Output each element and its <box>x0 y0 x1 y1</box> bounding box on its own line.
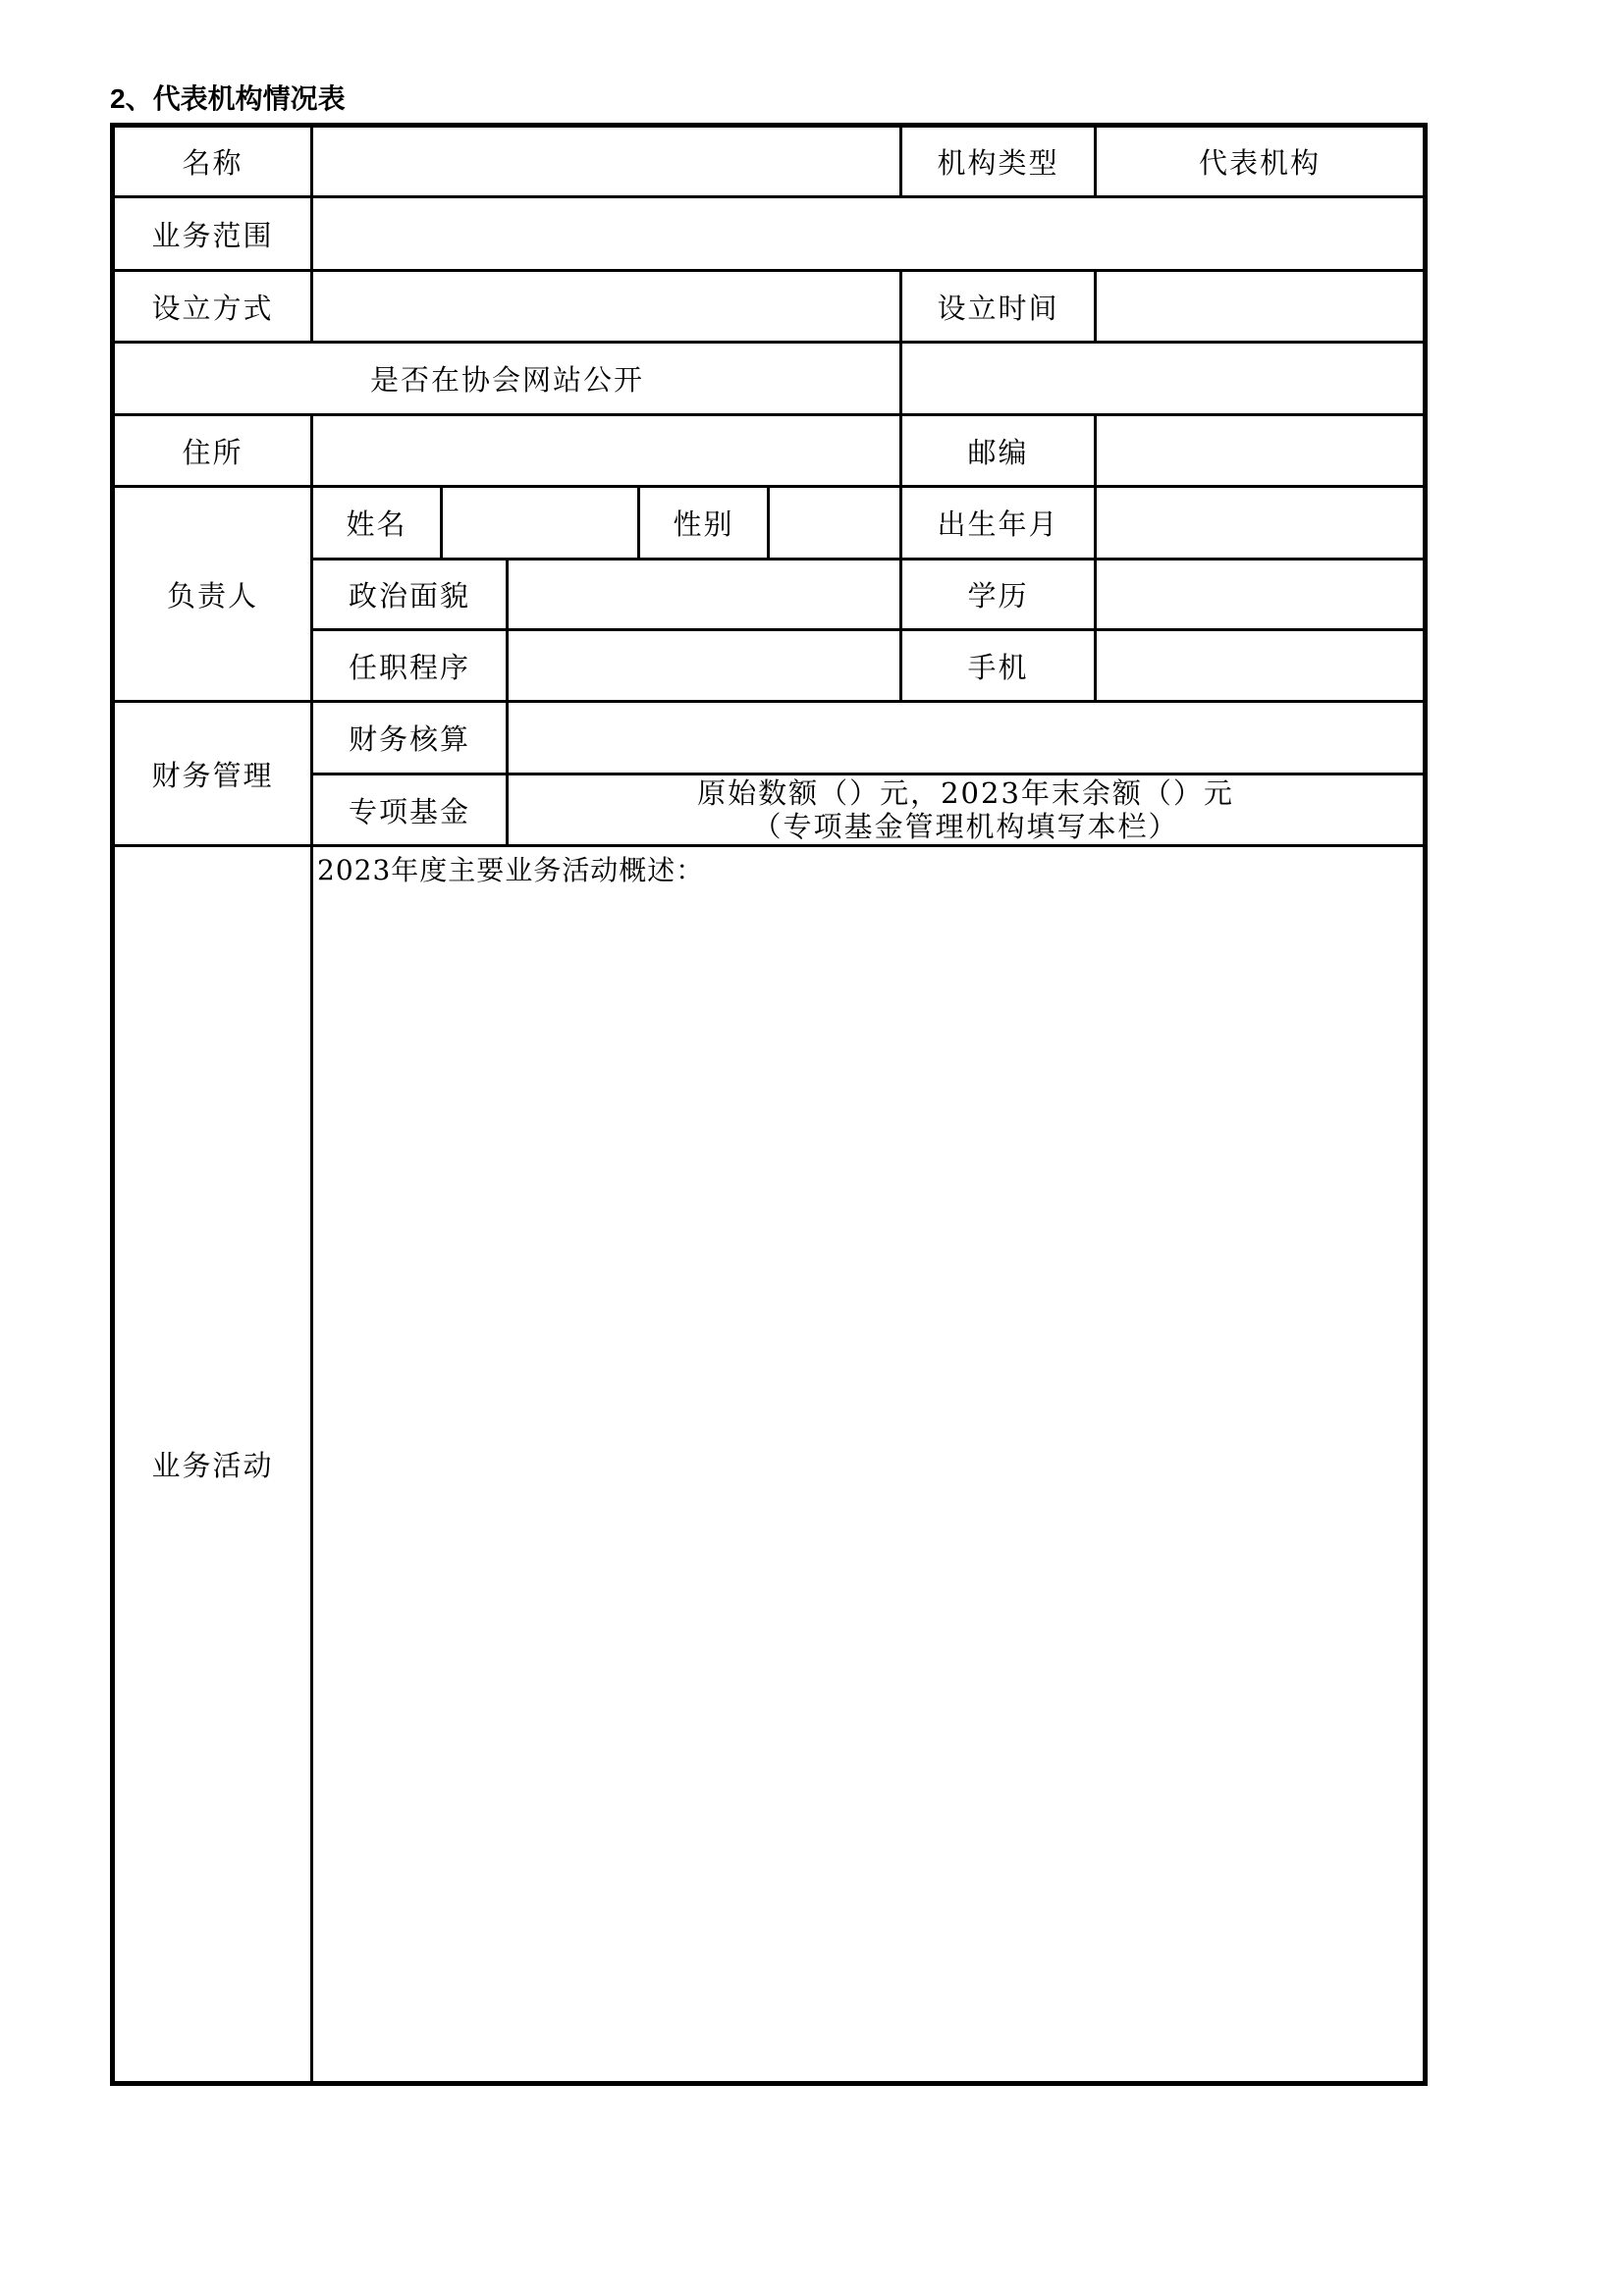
website-disclosure-label: 是否在协会网站公开 <box>113 343 901 415</box>
row-leader-name <box>113 487 1426 560</box>
special-fund-value-cell <box>508 774 1426 846</box>
finance-label: 财务管理 <box>113 702 312 846</box>
name-value-cell <box>312 126 901 197</box>
establishment-method-value-cell <box>312 271 901 343</box>
leader-gender-value-cell <box>769 487 901 560</box>
org-type-value: 代表机构 <box>1096 126 1426 197</box>
finance-accounting-value-cell <box>508 702 1426 774</box>
address-label: 住所 <box>113 415 312 487</box>
establishment-time-label: 设立时间 <box>901 271 1096 343</box>
leader-gender-label: 性别 <box>639 487 769 560</box>
leader-appointment-value-cell <box>508 630 901 702</box>
leader-appointment-label: 任职程序 <box>312 630 508 702</box>
row-name <box>113 126 1426 197</box>
leader-name-label: 姓名 <box>312 487 442 560</box>
postcode-label: 邮编 <box>901 415 1096 487</box>
form-title: 2、代表机构情况表 <box>110 83 346 114</box>
row-address <box>113 415 1426 487</box>
row-activities <box>113 846 1426 2084</box>
representative-office-table <box>110 123 1428 2086</box>
leader-mobile-label: 手机 <box>901 630 1096 702</box>
activities-summary-prompt: 2023年度主要业务活动概述： <box>312 846 1426 2084</box>
special-fund-label: 专项基金 <box>312 774 508 846</box>
leader-mobile-value-cell <box>1096 630 1426 702</box>
activities-label: 业务活动 <box>113 846 312 2084</box>
leader-political-status-value-cell <box>508 560 901 630</box>
address-value-cell <box>312 415 901 487</box>
postcode-value-cell <box>1096 415 1426 487</box>
leader-education-value-cell <box>1096 560 1426 630</box>
row-website-disclosure <box>113 343 1426 415</box>
special-fund-amount-text: 原始数额（）元，2023年末余额（）元 <box>697 776 1234 810</box>
establishment-time-value-cell <box>1096 271 1426 343</box>
leader-birth-value-cell <box>1096 487 1426 560</box>
finance-accounting-label: 财务核算 <box>312 702 508 774</box>
row-finance-accounting <box>113 702 1426 774</box>
leader-political-status-label: 政治面貌 <box>312 560 508 630</box>
business-scope-value-cell <box>312 197 1426 271</box>
name-label: 名称 <box>113 126 312 197</box>
org-type-label: 机构类型 <box>901 126 1096 197</box>
leader-birth-label: 出生年月 <box>901 487 1096 560</box>
leader-label: 负责人 <box>113 487 312 702</box>
leader-education-label: 学历 <box>901 560 1096 630</box>
row-establishment <box>113 271 1426 343</box>
website-disclosure-value-cell <box>901 343 1426 415</box>
special-fund-note: （专项基金管理机构填写本栏） <box>752 810 1179 843</box>
business-scope-label: 业务范围 <box>113 197 312 271</box>
establishment-method-label: 设立方式 <box>113 271 312 343</box>
leader-name-value-cell <box>442 487 639 560</box>
row-business-scope <box>113 197 1426 271</box>
